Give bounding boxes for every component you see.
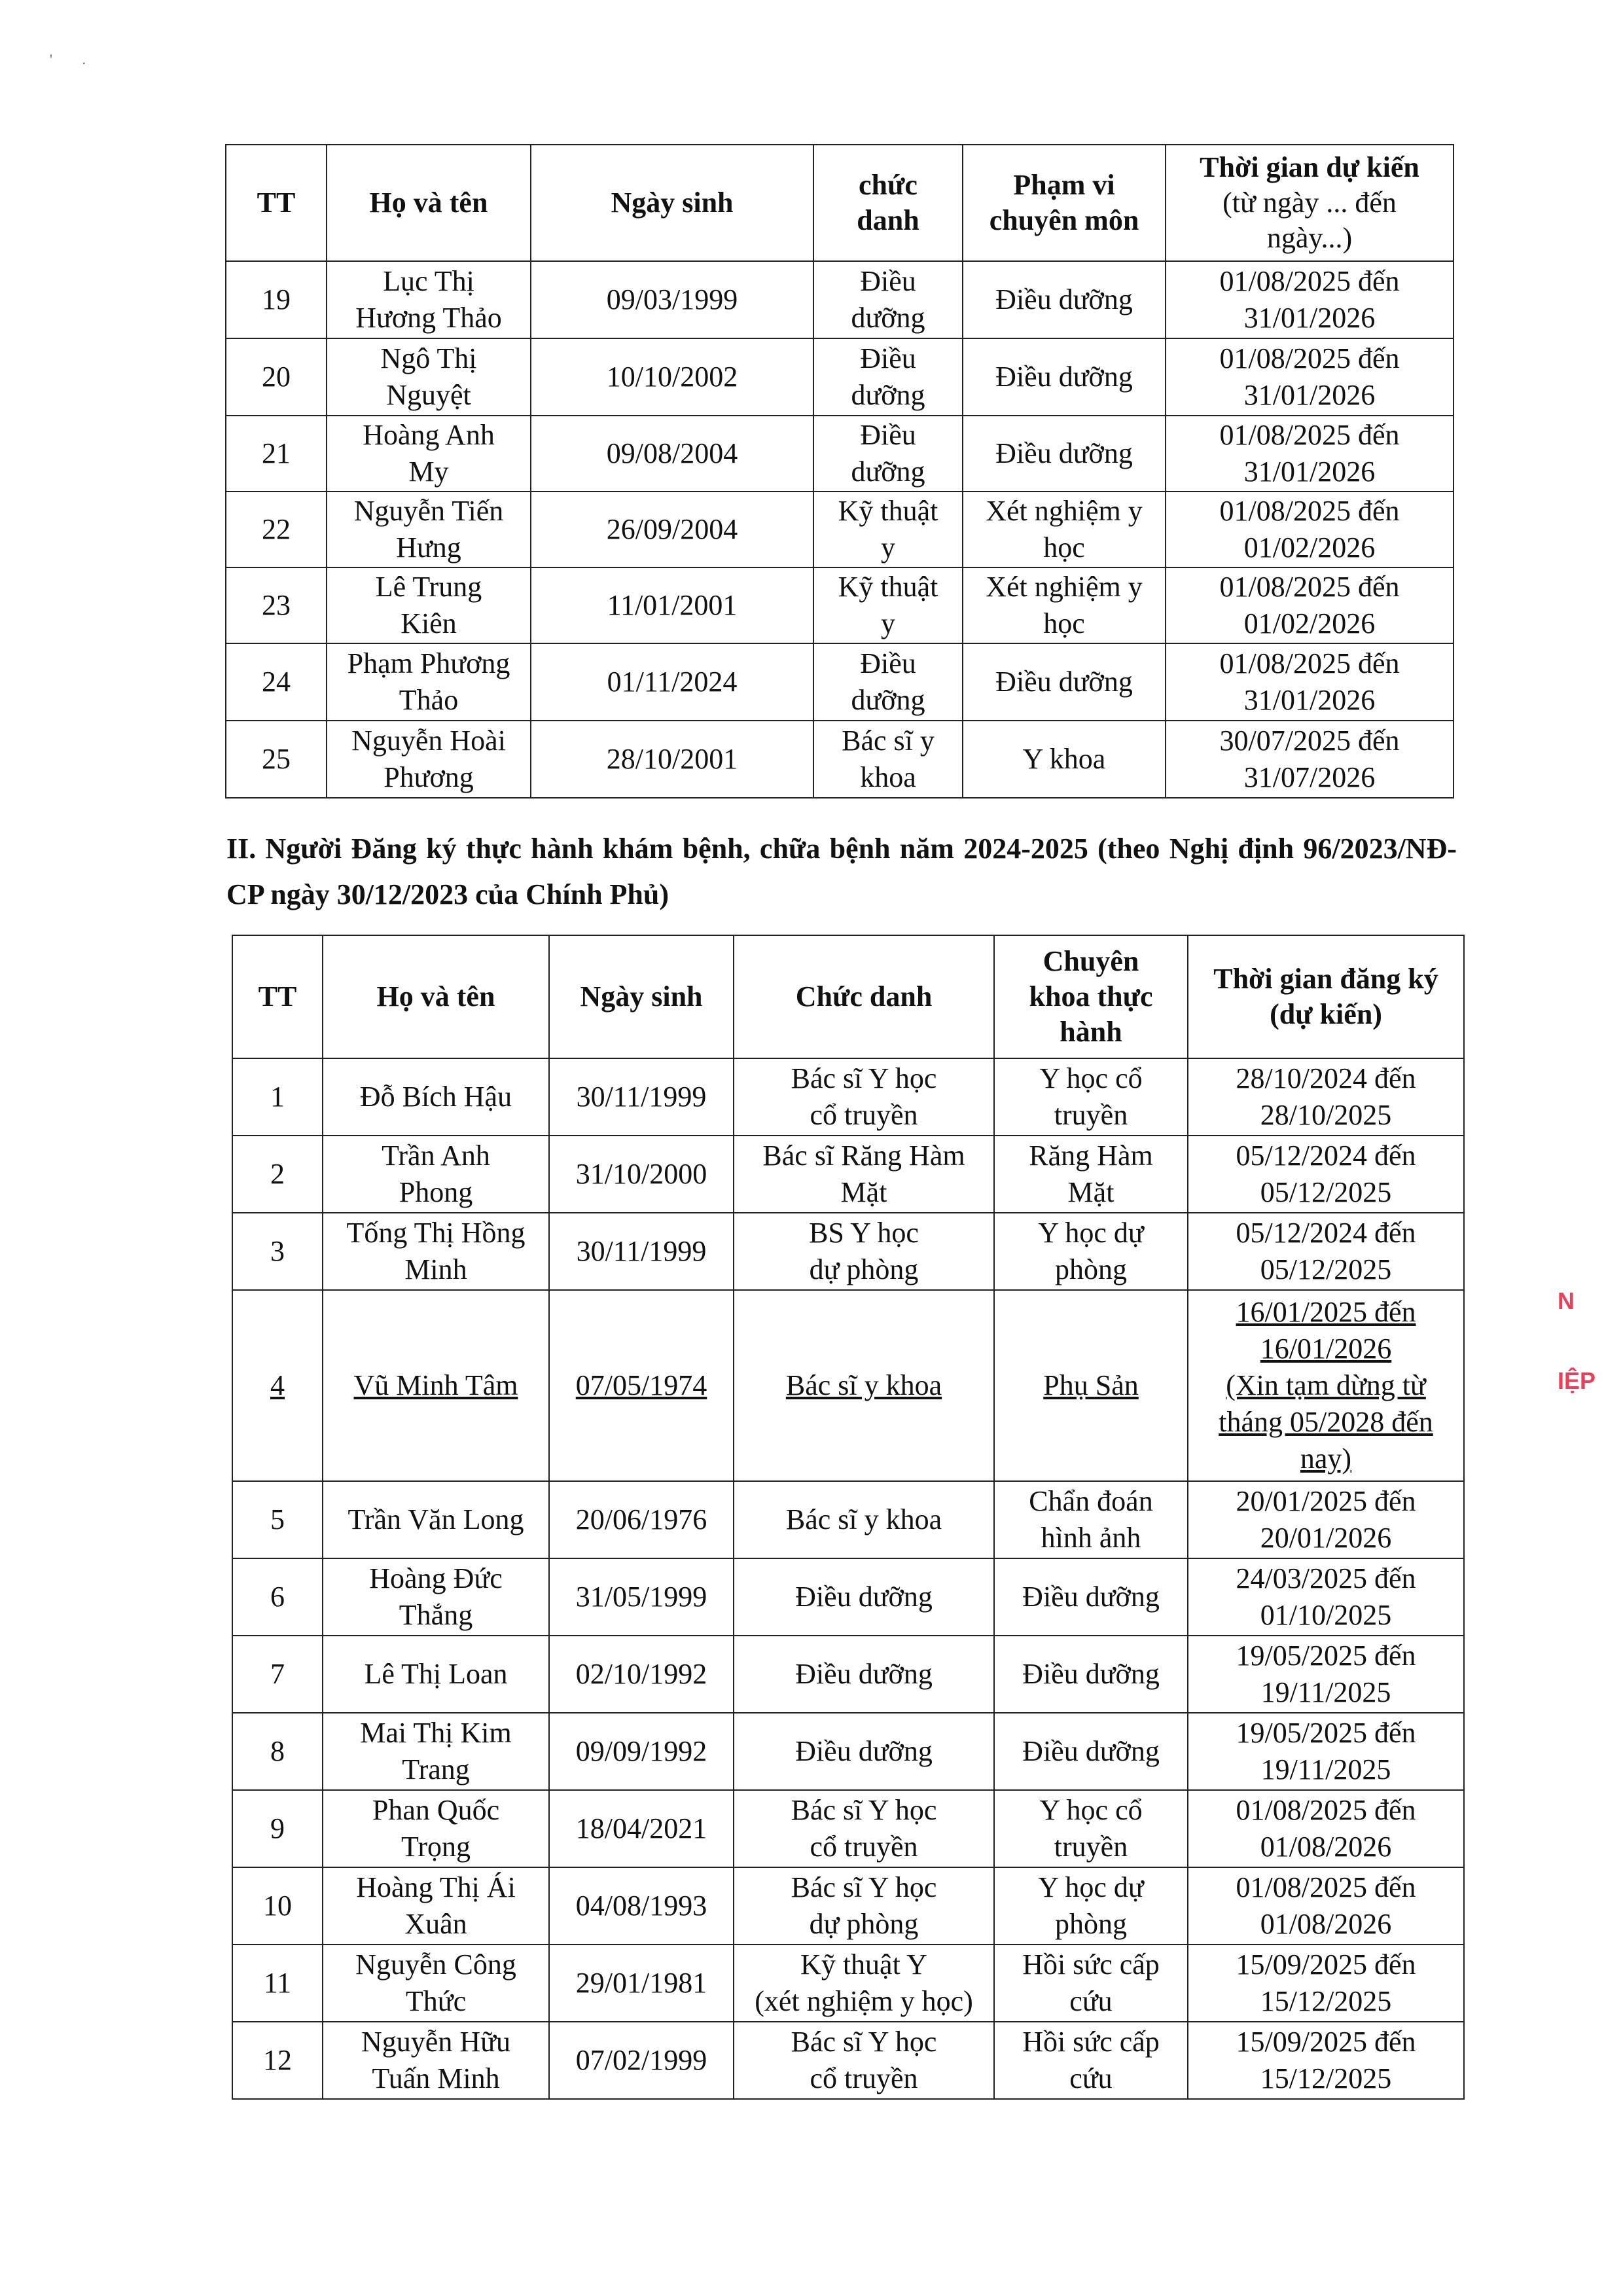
cell-name: Hoàng Thị Ái Xuân — [323, 1867, 549, 1945]
cell-title: Bác sĩ Răng Hàm Mặt — [734, 1136, 994, 1213]
cell-name: Tống Thị Hồng Minh — [323, 1213, 549, 1290]
cell-period: 01/08/2025 đến 01/02/2026 — [1166, 567, 1454, 643]
cell-title: Điều dưỡng — [813, 261, 963, 338]
cell-tt: 4 — [232, 1290, 323, 1481]
cell-dob: 30/11/1999 — [549, 1058, 734, 1136]
cell-period: 01/08/2025 đến 31/01/2026 — [1166, 261, 1454, 338]
header-period: Thời gian đăng ký (dự kiến) — [1188, 935, 1464, 1058]
cell-period: 01/08/2025 đến 01/08/2026 — [1188, 1790, 1464, 1867]
cell-period: 01/08/2025 đến 31/01/2026 — [1166, 643, 1454, 721]
cell-tt: 1 — [232, 1058, 323, 1136]
cell-period: 30/07/2025 đến 31/07/2026 — [1166, 721, 1454, 798]
cell-scope: Điều dưỡng — [963, 643, 1166, 721]
header-name: Họ và tên — [327, 145, 531, 261]
cell-period: 15/09/2025 đến 15/12/2025 — [1188, 1945, 1464, 2022]
staff-table-1 — [225, 144, 1454, 798]
cell-dob: 20/06/1976 — [549, 1481, 734, 1558]
table-row — [232, 1558, 1464, 1636]
table-row — [232, 1867, 1464, 1945]
cell-specialty: Điều dưỡng — [994, 1713, 1188, 1790]
cell-tt: 24 — [226, 643, 327, 721]
cell-tt: 25 — [226, 721, 327, 798]
section-heading: II. Người Đăng ký thực hành khám bệnh, chữa bệnh năm 2024-2025 (theo Nghị định 96/2023/NĐ-CP ngày 30/12/2023 của Chính Phủ) — [226, 833, 1457, 910]
staff-table-2 — [232, 935, 1465, 2100]
cell-title: Điều dưỡng — [813, 643, 963, 721]
cell-period: 20/01/2025 đến 20/01/2026 — [1188, 1481, 1464, 1558]
cell-specialty: Răng Hàm Mặt — [994, 1136, 1188, 1213]
cell-name: Lê Trung Kiên — [327, 567, 531, 643]
cell-tt: 8 — [232, 1713, 323, 1790]
header-tt: TT — [232, 935, 323, 1058]
cell-title: Bác sĩ y khoa — [734, 1290, 994, 1481]
cell-period: 01/08/2025 đến 31/01/2026 — [1166, 338, 1454, 416]
cell-dob: 29/01/1981 — [549, 1945, 734, 2022]
table-row — [232, 1713, 1464, 1790]
cell-name: Nguyễn Tiến Hưng — [327, 492, 531, 567]
cell-dob: 09/08/2004 — [531, 416, 813, 492]
cell-specialty: Điều dưỡng — [994, 1558, 1188, 1636]
cell-title: Điều dưỡng — [734, 1636, 994, 1713]
cell-name: Hoàng Đức Thắng — [323, 1558, 549, 1636]
cell-name: Hoàng Anh My — [327, 416, 531, 492]
cell-period: 05/12/2024 đến 05/12/2025 — [1188, 1213, 1464, 1290]
table-row — [232, 2022, 1464, 2099]
table-row — [226, 721, 1454, 798]
cell-specialty: Chẩn đoán hình ảnh — [994, 1481, 1188, 1558]
table-row — [232, 1058, 1464, 1136]
table-row — [232, 1481, 1464, 1558]
official-stamp — [1558, 1198, 1623, 1505]
cell-tt: 23 — [226, 567, 327, 643]
cell-dob: 11/01/2001 — [531, 567, 813, 643]
table-row — [226, 261, 1454, 338]
cell-title: Kỹ thuật y — [813, 492, 963, 567]
cell-name: Vũ Minh Tâm — [323, 1290, 549, 1481]
cell-period: 19/05/2025 đến 19/11/2025 — [1188, 1636, 1464, 1713]
cell-dob: 18/04/2021 — [549, 1790, 734, 1867]
cell-title: Bác sĩ Y học dự phòng — [734, 1867, 994, 1945]
cell-dob: 28/10/2001 — [531, 721, 813, 798]
cell-tt: 5 — [232, 1481, 323, 1558]
cell-dob: 04/08/1993 — [549, 1867, 734, 1945]
cell-period: 15/09/2025 đến 15/12/2025 — [1188, 2022, 1464, 2099]
cell-tt: 2 — [232, 1136, 323, 1213]
cell-scope: Điều dưỡng — [963, 261, 1166, 338]
table-row — [232, 1636, 1464, 1713]
header-period: Thời gian dự kiến (từ ngày ... đến ngày...) — [1166, 145, 1454, 261]
cell-dob: 31/05/1999 — [549, 1558, 734, 1636]
table-row — [232, 1290, 1464, 1481]
header-title: Chức danh — [734, 935, 994, 1058]
cell-specialty: Hồi sức cấp cứu — [994, 2022, 1188, 2099]
header-specialty: Chuyên khoa thực hành — [994, 935, 1188, 1058]
table-row — [226, 643, 1454, 721]
cell-dob: 07/02/1999 — [549, 2022, 734, 2099]
stamp-text-2: IỆP — [1558, 1367, 1596, 1394]
cell-tt: 20 — [226, 338, 327, 416]
cell-title: Kỹ thuật Y (xét nghiệm y học) — [734, 1945, 994, 2022]
cell-title: Điều dưỡng — [813, 416, 963, 492]
cell-name: Lê Thị Loan — [323, 1636, 549, 1713]
cell-tt: 11 — [232, 1945, 323, 2022]
cell-period: 01/08/2025 đến 01/02/2026 — [1166, 492, 1454, 567]
cell-name: Nguyễn Công Thức — [323, 1945, 549, 2022]
cell-specialty: Điều dưỡng — [994, 1636, 1188, 1713]
cell-period: 19/05/2025 đến 19/11/2025 — [1188, 1713, 1464, 1790]
cell-title: Điều dưỡng — [813, 338, 963, 416]
cell-title: Bác sĩ y khoa — [734, 1481, 994, 1558]
cell-tt: 7 — [232, 1636, 323, 1713]
table-row — [226, 416, 1454, 492]
table-body — [226, 261, 1454, 798]
cell-period: 01/08/2025 đến 01/08/2026 — [1188, 1867, 1464, 1945]
cell-dob: 10/10/2002 — [531, 338, 813, 416]
cell-specialty: Hồi sức cấp cứu — [994, 1945, 1188, 2022]
cell-title: Bác sĩ Y học cổ truyền — [734, 2022, 994, 2099]
cell-name: Đỗ Bích Hậu — [323, 1058, 549, 1136]
cell-dob: 09/09/1992 — [549, 1713, 734, 1790]
cell-period: 28/10/2024 đến 28/10/2025 — [1188, 1058, 1464, 1136]
cell-period: 16/01/2025 đến 16/01/2026 (Xin tạm dừng từ tháng 05/2028 đến nay) — [1188, 1290, 1464, 1481]
cell-scope: Điều dưỡng — [963, 416, 1166, 492]
cell-scope: Xét nghiệm y học — [963, 492, 1166, 567]
cell-name: Lục Thị Hương Thảo — [327, 261, 531, 338]
cell-dob: 26/09/2004 — [531, 492, 813, 567]
cell-tt: 12 — [232, 2022, 323, 2099]
cell-period: 05/12/2024 đến 05/12/2025 — [1188, 1136, 1464, 1213]
cell-tt: 6 — [232, 1558, 323, 1636]
stamp-text-1: N — [1558, 1287, 1575, 1314]
cell-tt: 19 — [226, 261, 327, 338]
table-row — [226, 567, 1454, 643]
table-row — [232, 1136, 1464, 1213]
cell-title: Kỹ thuật y — [813, 567, 963, 643]
cell-tt: 21 — [226, 416, 327, 492]
cell-specialty: Y học cổ truyền — [994, 1790, 1188, 1867]
cell-name: Trần Văn Long — [323, 1481, 549, 1558]
cell-tt: 9 — [232, 1790, 323, 1867]
cell-title: Bác sĩ Y học cổ truyền — [734, 1058, 994, 1136]
cell-name: Ngô Thị Nguyệt — [327, 338, 531, 416]
cell-tt: 10 — [232, 1867, 323, 1945]
cell-title: Bác sĩ y khoa — [813, 721, 963, 798]
cell-period: 24/03/2025 đến 01/10/2025 — [1188, 1558, 1464, 1636]
cell-period: 01/08/2025 đến 31/01/2026 — [1166, 416, 1454, 492]
cell-title: Bác sĩ Y học cổ truyền — [734, 1790, 994, 1867]
header-name: Họ và tên — [323, 935, 549, 1058]
header-scope: Phạm vi chuyên môn — [963, 145, 1166, 261]
header-title: chức danh — [813, 145, 963, 261]
cell-specialty: Y học dự phòng — [994, 1213, 1188, 1290]
header-dob: Ngày sinh — [549, 935, 734, 1058]
table-row — [232, 1213, 1464, 1290]
table-header-row — [226, 145, 1454, 261]
cell-specialty: Phụ Sản — [994, 1290, 1188, 1481]
cell-specialty: Y học dự phòng — [994, 1867, 1188, 1945]
cell-dob: 01/11/2024 — [531, 643, 813, 721]
table-body — [232, 1058, 1464, 2099]
cell-name: Trần Anh Phong — [323, 1136, 549, 1213]
table-row — [232, 1790, 1464, 1867]
cell-title: Điều dưỡng — [734, 1558, 994, 1636]
cell-name: Nguyễn Hoài Phương — [327, 721, 531, 798]
table-row — [226, 492, 1454, 567]
cell-dob: 02/10/1992 — [549, 1636, 734, 1713]
header-dob: Ngày sinh — [531, 145, 813, 261]
cell-name: Mai Thị Kim Trang — [323, 1713, 549, 1790]
cell-scope: Điều dưỡng — [963, 338, 1166, 416]
cell-tt: 3 — [232, 1213, 323, 1290]
cell-title: BS Y học dự phòng — [734, 1213, 994, 1290]
cell-dob: 07/05/1974 — [549, 1290, 734, 1481]
table-row — [232, 1945, 1464, 2022]
cell-tt: 22 — [226, 492, 327, 567]
cell-name: Phan Quốc Trọng — [323, 1790, 549, 1867]
cell-scope: Xét nghiệm y học — [963, 567, 1166, 643]
cell-scope: Y khoa — [963, 721, 1166, 798]
cell-dob: 09/03/1999 — [531, 261, 813, 338]
cell-specialty: Y học cổ truyền — [994, 1058, 1188, 1136]
table-header-row — [232, 935, 1464, 1058]
scan-marks: ' . — [50, 51, 99, 67]
cell-name: Phạm Phương Thảo — [327, 643, 531, 721]
header-tt: TT — [226, 145, 327, 261]
cell-title: Điều dưỡng — [734, 1713, 994, 1790]
table-row — [226, 338, 1454, 416]
cell-dob: 31/10/2000 — [549, 1136, 734, 1213]
cell-name: Nguyễn Hữu Tuấn Minh — [323, 2022, 549, 2099]
cell-dob: 30/11/1999 — [549, 1213, 734, 1290]
